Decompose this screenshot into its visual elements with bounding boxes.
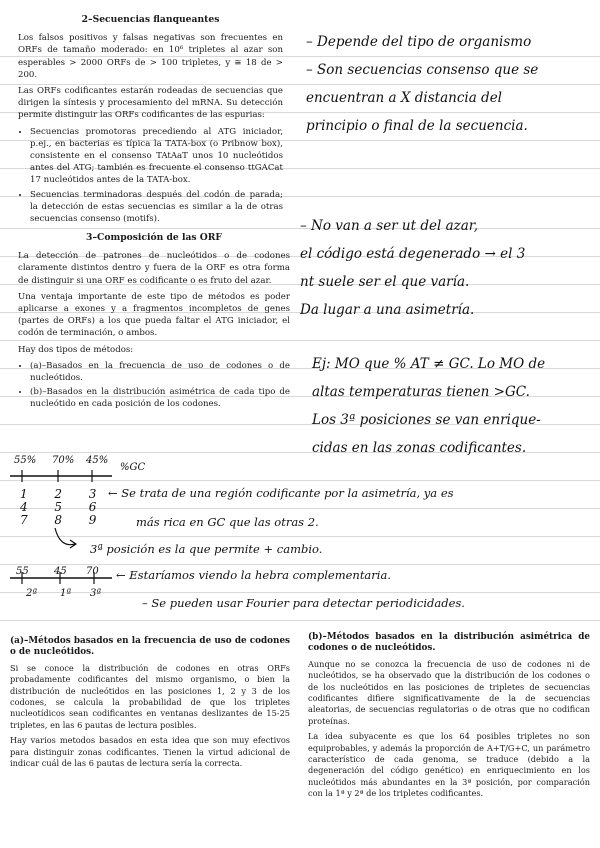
diagram-top-label-3: 45% [86, 455, 109, 466]
frame-2: 2 [54, 487, 62, 501]
hw-line-12: cidas en las zonas codificantes. [312, 440, 527, 456]
frame-3: 3 [88, 487, 97, 501]
diagram-gc-label: %GC [120, 462, 146, 473]
section-3-item-b: • (b)–Basados en la distribución asimétrica de cada tipo de nucleótido en cada posición de los codones. [30, 386, 290, 410]
frames-grid [20, 488, 96, 527]
diagram-bottom-pos-1: 2ª [26, 588, 38, 599]
hw-line-5: – No van a ser ut del azar, [300, 218, 479, 234]
hw-line-3: encuentran a X distancia del [306, 90, 503, 106]
method-a-p1: Si se conoce la distribución de codones en otras ORFs probadamente codificantes del mismo organismo, o bien la distribución de nucleótidos en las posiciones 1, 2 y 3 de los codones, se calcula la probabilidad de que los tripletes nucleotídicos sean codificantes en ventanas deslizantes de 15-25 tripletes, en las 6 pautas de lectura posibles. [10, 662, 290, 730]
method-b [308, 632, 590, 804]
method-a-heading: (a)–Métodos basados en la frecuencia de uso de codones o de nucleótidos. [10, 636, 290, 658]
diagram-bottom-label-2: 45 [54, 566, 67, 577]
diagram-note-1a: ← Se trata de una región codificante por la asimetría, ya es [108, 486, 454, 500]
diagram-bottom-pos-2: 1ª [60, 588, 72, 599]
section-2-p2: Las ORFs codificantes estarán rodeadas de secuencias que dirigen la síntesis y procesamiento del mRNA. Su detección permite distinguir las ORFs codificantes de las espurias: [18, 86, 283, 121]
hw-line-7: nt suele ser el que varía. [300, 274, 470, 290]
hw-line-6: el código está degenerado → el 3 [300, 246, 526, 262]
method-b-heading: (b)–Métodos basados en la distribución asimétrica de codones o de nucleótidos. [308, 632, 590, 654]
diagram-top-label-1: 55% [14, 455, 37, 466]
frame-1: 1 [20, 487, 28, 501]
section-3-p1: La detección de patrones de nucleótidos o de codones claramente distintos dentro y fuera de la ORF es otra forma de distinguir si una ORF es codificante o es fruto del azar. [18, 251, 290, 286]
section-3-p2: Una ventaja importante de este tipo de métodos es poder aplicarse a exones y a fragmentos incompletos de genes (partes de ORFs) a los que pueda faltar el ATG iniciador, el codón de terminación, o ambos. [18, 291, 290, 339]
frame-5: 5 [54, 500, 62, 514]
diagram-bottom-label-3: 70 [86, 566, 99, 577]
section-2-bullet-1: • Secuencias promotoras precediendo al ATG iniciador, p.ej., en bacterias es típica la TATA-box (o Pribnow box), consistente en el consenso TAtAaT unos 10 nucleótidos antes del ATG; también es frecuente el consenso ttGACat 17 nucleótidos antes de la TATA-box. [30, 126, 283, 187]
frame-9: 9 [88, 513, 97, 527]
diagram-top-label-2: 70% [52, 455, 75, 466]
section-3-p3: Hay dos tipos de métodos: [18, 344, 134, 355]
frame-7: 7 [20, 513, 28, 527]
hw-line-1: – Depende del tipo de organismo [306, 34, 532, 50]
diagram-bottom-label-1: 55 [16, 566, 29, 577]
hw-line-9: Ej: MO que % AT ≠ GC. Lo MO de [312, 356, 546, 372]
section-2-bullet-2: • Secuencias terminadoras después del codón de parada; la detección de estas secuencias es similar a la de otras secuencias consenso (motifs). [30, 189, 283, 226]
diagram-note-2: 3ª posición es la que permite + cambio. [90, 542, 323, 556]
hw-line-2: – Son secuencias consenso que se [306, 62, 539, 78]
section-2-p1: Los falsos positivos y falsas negativas son frecuentes en ORFs de tamaño moderado: en 10⁶ tripletes al azar son esperables > 2000 ORFs de > 100 tripletes, y ≅ 18 de > 200. [18, 33, 283, 80]
hw-line-10: altas temperaturas tienen >GC. [312, 384, 530, 400]
diagram-note-3: ← Estaríamos viendo la hebra complementaria. [116, 568, 391, 582]
hw-line-8: Da lugar a una asimetría. [300, 302, 475, 318]
method-b-p1: Aunque no se conozca la frecuencia de uso de codones ni de nucleótidos, se ha observado que la distribución de los codones o de los nucleótidos en las posiciones de tripletes de secuencias codificantes difiere significativamente de la de secuencias aleatorias, de secuencias regulatorias o de otras que no codifican proteínas. [308, 658, 590, 726]
hw-line-4: principio o final de la secuencia. [306, 118, 528, 134]
diagram-note-1b: más rica en GC que las otras 2. [136, 515, 319, 529]
frame-8: 8 [54, 513, 62, 527]
method-a [10, 636, 290, 773]
diagram-bottom-pos-3: 3ª [90, 588, 102, 599]
frame-6: 6 [88, 500, 97, 514]
frame-4: 4 [20, 500, 28, 514]
hw-line-11: Los 3ª posiciones se van enrique- [312, 412, 541, 428]
diagram-note-4: – Se pueden usar Fourier para detectar periodicidades. [142, 596, 465, 610]
method-b-p2: La idea subyacente es que los 64 posibles tripletes no son equiprobables, y además la proporción de A+T/G+C, un parámetro característico de cada genoma, se traduce (debido a la degeneración del código genético) en enriquecimiento en los nucleótidos más abundantes en la 3ª posición, por comparación con la 1ª y 2ª de los tripletes codificantes. [308, 731, 590, 799]
section-3-heading: 3–Composición de las ORF [86, 232, 222, 243]
method-a-p2: Hay varios metodos basados en esta idea que son muy efectivos para distinguir zonas codificantes. Tienen la virtud adicional de indicar cuál de las 6 pautas de lectura sería la correcta. [10, 735, 290, 769]
section-2-heading: 2–Secuencias flanqueantes [81, 14, 220, 25]
section-3-item-a: • (a)–Basados en la frecuencia de uso de codones o de nucleótidos. [30, 360, 290, 384]
